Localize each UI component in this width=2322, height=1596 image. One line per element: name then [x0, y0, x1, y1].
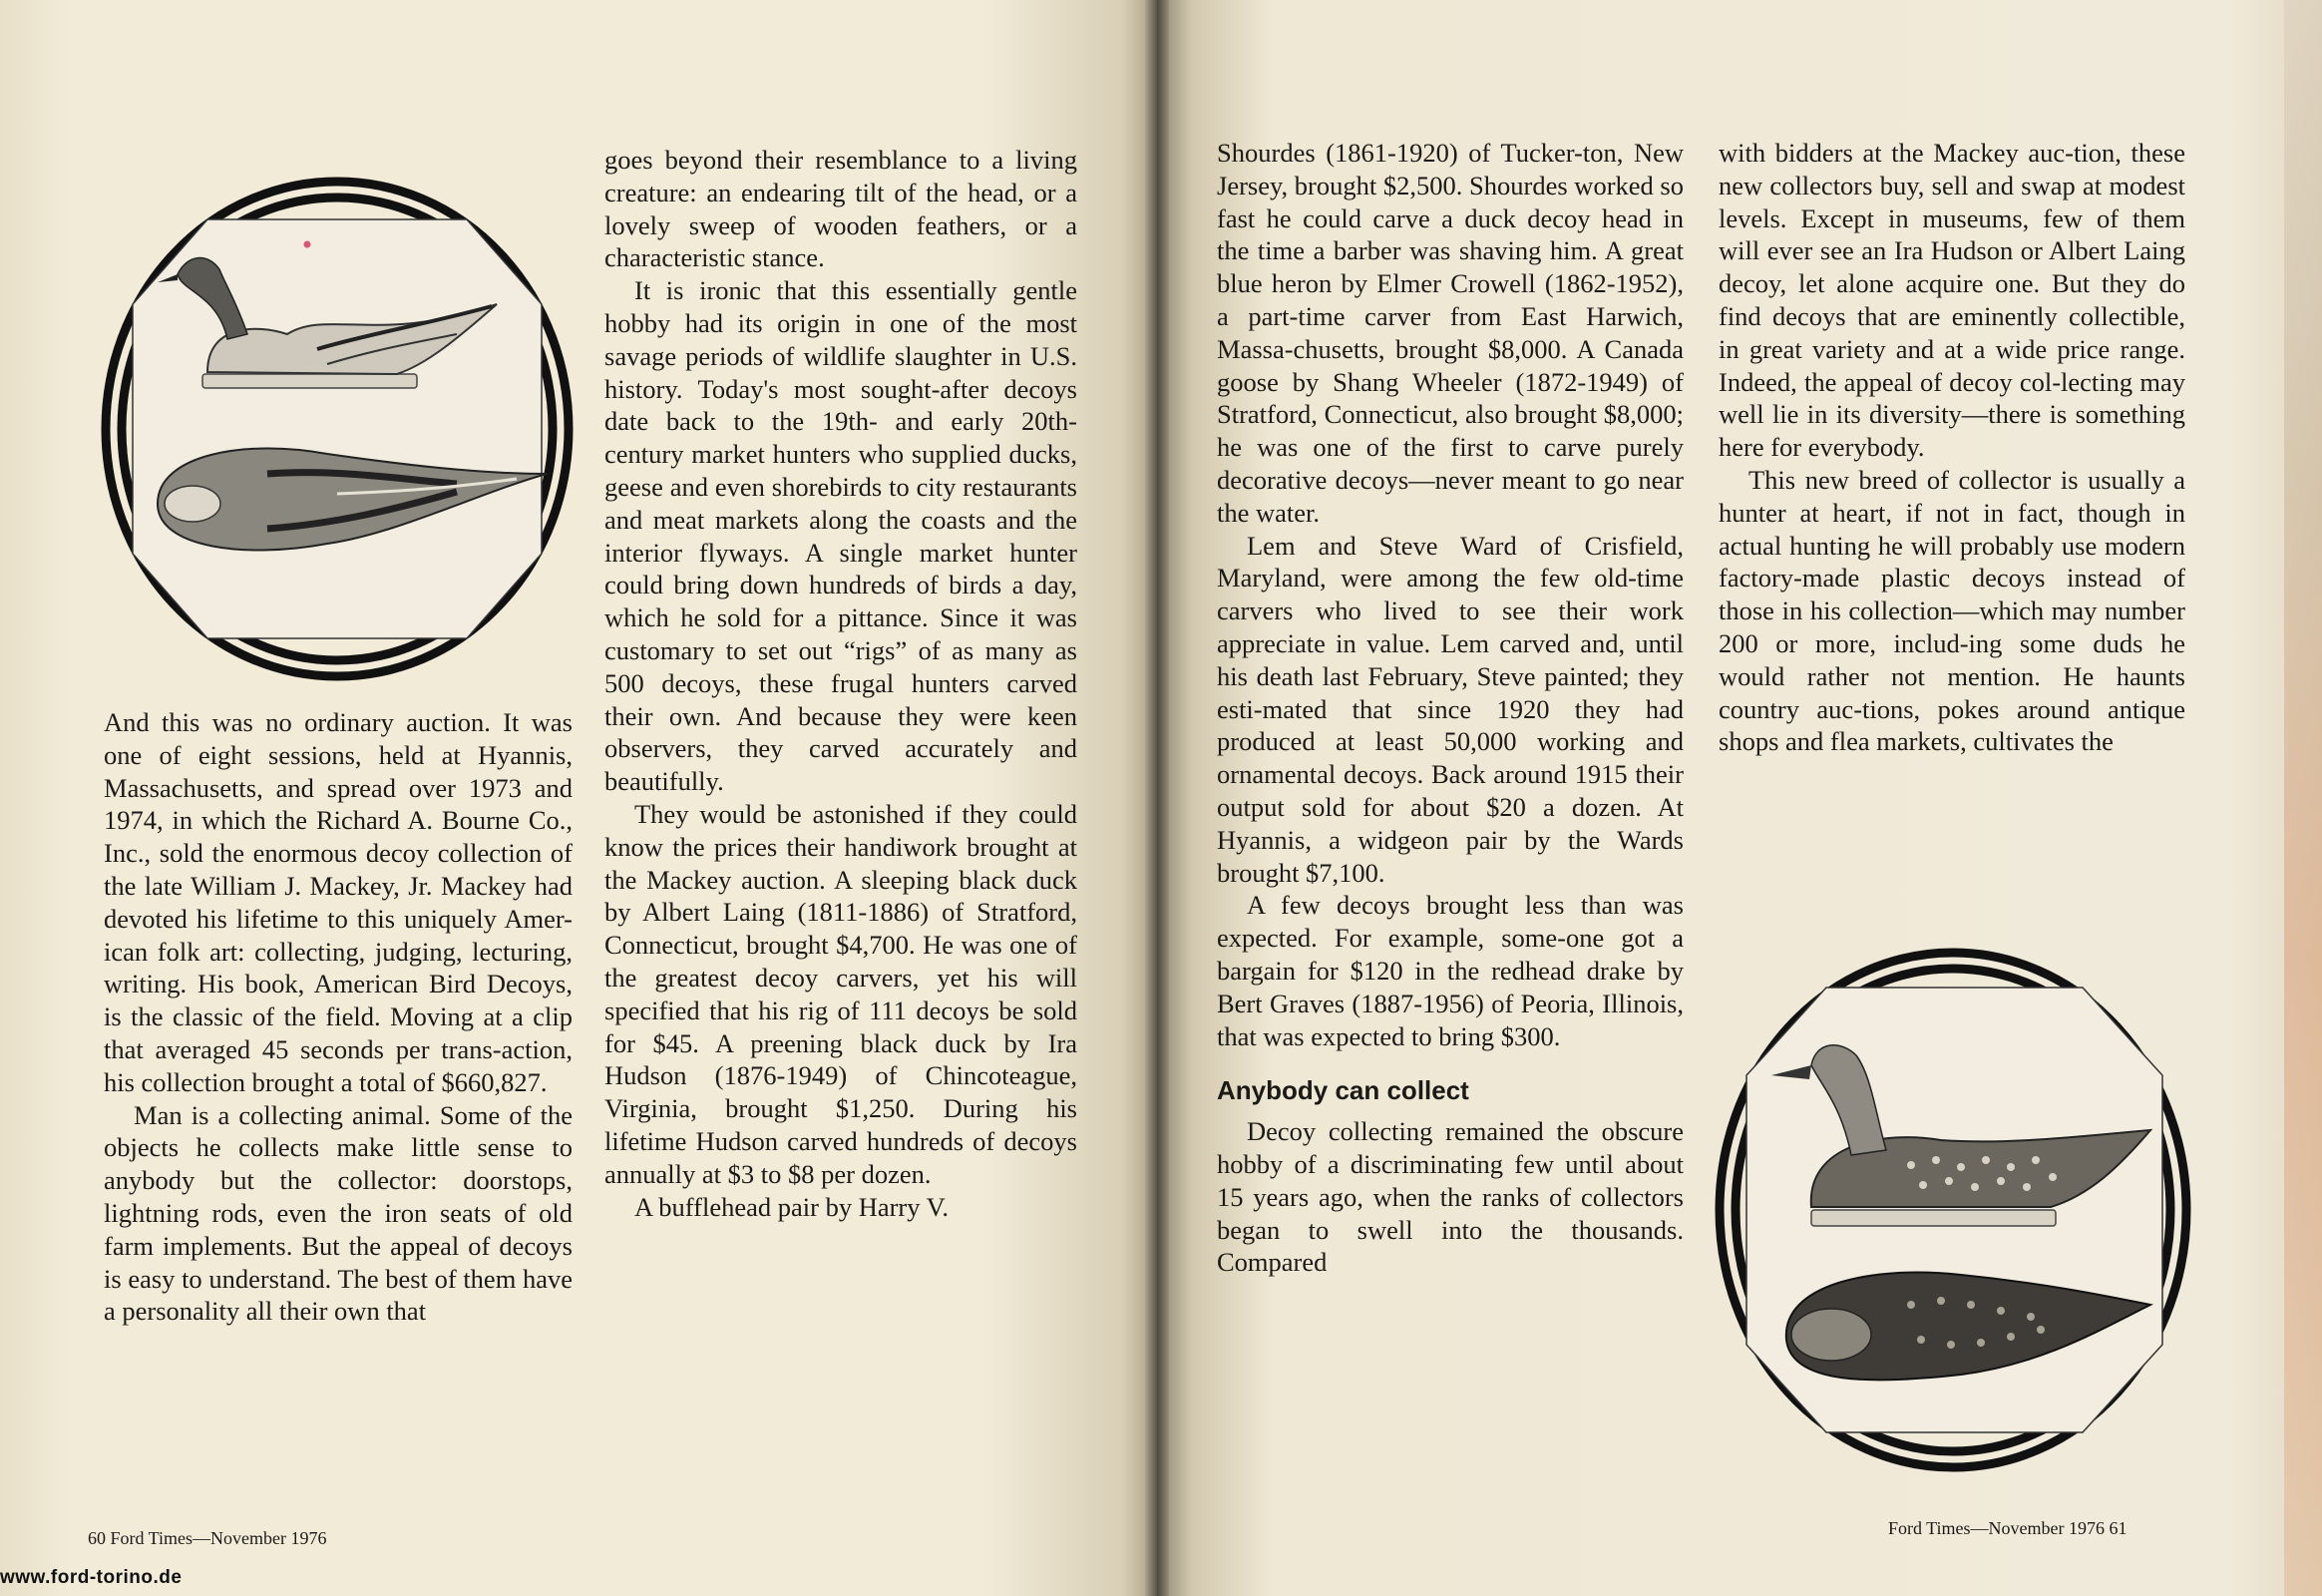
paragraph: And this was no ordinary auction. It was one of eight sessions, held at Hyannis, Massachusetts, and spread over 1973 and 1974, in which the Richard A. Bourne Co., Inc., sold the enormous decoy collection of the late William J. Mackey, Jr. Mackey had devoted his lifetime to this uniquely Amer-ican folk art: collecting, judging, lecturing, writing. His book, American Bird Decoys, is the classic of the field. Moving at a clip that averaged 45 seconds per trans-action, his collection brought a total of $660,827. [104, 707, 573, 1097]
mallard-decoy-illustration-icon [1712, 946, 2194, 1474]
article-column-3 [1217, 137, 1684, 1279]
paragraph: A bufflehead pair by Harry V. [634, 1191, 949, 1222]
page-folio-right: Ford Times—November 1976 61 [1888, 1518, 2128, 1538]
paragraph: Shourdes (1861-1920) of Tucker-ton, New Jersey, brought $2,500. Shourdes worked so fast he could carve a duck decoy head in the time a barber was shaving him. A great blue heron by Elmer Crowell (1862-1952), a part-time carver from East Harwich, Massa-chusetts, brought $8,000. A Canada goose by Shang Wheeler (1872-1949) of Stratford, Connecticut, also brought $8,000; he was one of the first to carve purely decorative decoys—never meant to go near the water. [1217, 138, 1684, 528]
watermark-link: www.ford-torino.de [0, 1567, 183, 1588]
paragraph: goes beyond their resemblance to a living creature: an endearing tilt of the head, or a lovely sweep of wooden feathers, or a characteristic stance. [604, 145, 1077, 273]
section-heading: Anybody can collect [1217, 1075, 1469, 1106]
book-gutter [1145, 0, 1169, 1596]
paragraph: It is ironic that this essentially gentle hobby had its origin in one of the most savage periods of wildlife slaughter in U.S. history. Today's most sought-after decoys date back to the 19th- and early 20th-century market hunters who supplied ducks, geese and even shorebirds to city restaurants and meat markets along the coasts and the interior flyways. A single market hunter could bring down hundreds of birds a day, which he sold for a pittance. Since it was customary to set out “rigs” of as many as 500 decoys, these frugal hunters carved their own. And because they were keen observers, they carved accurately and beautifully. [604, 275, 1077, 797]
paragraph: Decoy collecting remained the obscure hobby of a discriminating few until about 15 years ago, when the ranks of collectors began to swell into the thousands. Compared [1217, 1116, 1684, 1278]
article-column-1 [104, 706, 573, 1328]
article-column-4 [1719, 137, 2185, 758]
paragraph: They would be astonished if they could know the prices their handiwork brought at the Mackey auction. A sleeping black duck by Albert Laing (1811-1886) of Stratford, Connecticut, brought $4,700. He was one of the greatest decoy carvers, yet his will specified that his rig of 111 decoys be sold for $45. A preening black duck by Ira Hudson (1876-1949) of Chincoteague, Virginia, brought $1,250. During his lifetime Hudson carved hundreds of decoys annually at $3 to $8 per dozen. [604, 798, 1077, 1189]
background-edge [2284, 0, 2322, 1596]
paragraph: Lem and Steve Ward of Crisfield, Maryland, were among the few old-time carvers who lived to see their work appreciate in value. Lem carved and, until his death last February, Steve painted; they esti-mated that since 1920 they had produced at least 50,000 working and ornamental decoys. Back around 1915 their output sold for about $20 a dozen. At Hyannis, a widgeon pair by the Wards brought $7,100. [1217, 530, 1684, 888]
paragraph: with bidders at the Mackey auc-tion, these new collectors buy, sell and swap at modest levels. Except in museums, few of them will ever see an Ira Hudson or Albert Laing decoy, let alone acquire one. But they do find decoys that are eminently collectible, in great variety and at a wide price range. Indeed, the appeal of decoy col-lecting may well lie in its diversity—there is something here for everybody. [1719, 138, 2185, 463]
article-column-2 [604, 144, 1077, 1223]
paragraph: Man is a collecting animal. Some of the objects he collects make little sense to anybody but the collector: doorstops, lightning rods, even the iron seats of old farm implements. But the appeal of decoys is easy to understand. The best of them have a personality all their own that [104, 1099, 573, 1327]
paragraph: A few decoys brought less than was expected. For example, some-one got a bargain for $120 in the redhead drake by Bert Graves (1887-1956) of Peoria, Illinois, that was expected to bring $300. [1217, 890, 1684, 1051]
page-folio-left: 60 Ford Times—November 1976 [88, 1528, 327, 1548]
paragraph: This new breed of collector is usually a hunter at heart, if not in fact, though in actual hunting he will probably use modern factory-made plastic decoys instead of those in his collection—which may number 200 or more, includ-ing some duds he would rather not mention. He haunts country auc-tions, pokes around antique shops and flea markets, cultivates the [1719, 464, 2185, 757]
pintail-decoy-illustration-icon [98, 175, 577, 683]
